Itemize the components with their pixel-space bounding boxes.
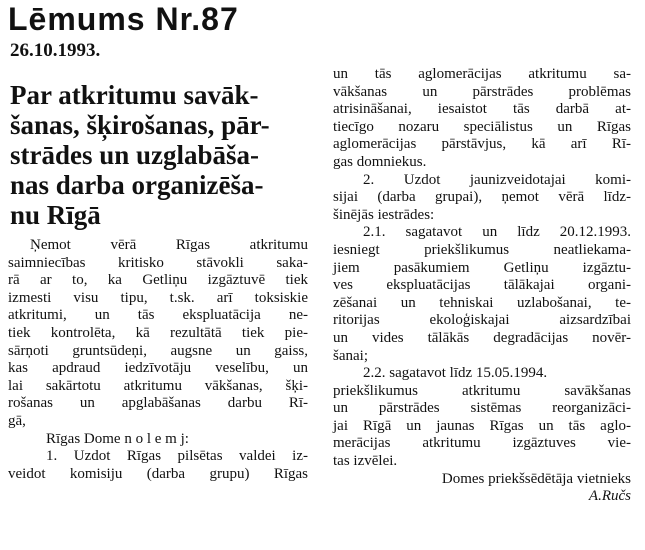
headline-line: strādes un uzglabāša- <box>10 140 260 170</box>
body-line: tas izvēlei. <box>333 453 398 470</box>
body-line: zēšanai un tehniskai uzlabošanai, te- <box>333 294 631 311</box>
headline-line: nas darba organizēša- <box>10 170 264 200</box>
signature-role: Domes priekšsēdētāja vietnieks <box>441 470 631 487</box>
body-line: tiek kontrolēta, kā rezultātā tiek pie- <box>8 324 308 341</box>
right-body-text <box>333 66 631 506</box>
body-line: tiecīgo nozaru speciālistus un Rīgas <box>333 118 631 135</box>
body-line: Ņemot vērā Rīgas atkritumu <box>30 237 308 253</box>
body-line: aglomerācijas pārstāvjus, kā arī Rī- <box>333 136 631 153</box>
body-line: 2.1. sagatavot un līdz 20.12.1993. <box>363 224 631 241</box>
body-line: atkritumi, un tās ekspluatācija ne- <box>8 307 308 324</box>
body-line: gas domniekus. <box>333 153 427 170</box>
body-line: šanai; <box>333 347 368 364</box>
body-line: un pārstrādes sistēmas reorganizāci- <box>333 400 631 417</box>
body-line: iesniegt priekšlikumus neatliekama- <box>333 241 631 258</box>
headline-line: Par atkritumu savāk- <box>10 80 259 110</box>
body-line: vākšanas un pārstrādes problēmas <box>333 83 631 100</box>
body-line: un vides tālākās degradācijas novēr- <box>333 329 631 346</box>
left-body-text <box>8 237 308 483</box>
decision-headline <box>10 80 310 230</box>
body-line: jai Rīgā un jaunas Rīgas un tās aglo- <box>333 417 631 434</box>
body-line: rošanas un apglabāšanas darbu Rī- <box>8 395 308 412</box>
body-line: atrisināšanai, iesaistot tās darbā at- <box>333 101 631 118</box>
signature-name: A.Ručs <box>588 488 631 505</box>
body-line: rā ar to, ka Getliņu izgāztuvē tiek <box>8 272 308 289</box>
headline-line: šanas, šķirošanas, pār- <box>10 110 270 140</box>
document-date: 26.10.1993. <box>10 40 101 61</box>
body-line: izmesti visu tipu, t.sk. arī toksiskie <box>8 289 308 306</box>
body-line: lai sakārtotu atkritumu vākšanas, šķi- <box>8 377 308 394</box>
body-line: šinējās iestrādes: <box>333 206 435 223</box>
body-line: ritorijas ekoloģiskajai aizsardzībai <box>333 312 631 329</box>
body-line: un tās aglomerācijas atkritumu sa- <box>333 66 631 82</box>
body-line: ves ekspluatācijas tālākajai organi- <box>333 277 631 294</box>
body-line: 2.2. sagatavot līdz 15.05.1994. <box>363 365 548 382</box>
body-line: sārņoti gruntsūdeņi, augsne un gaiss, <box>8 342 308 359</box>
body-line: priekšlikumus atkritumu savākšanas <box>333 382 631 399</box>
body-line: merācijas atkritumu izgāztuves vie- <box>333 435 631 452</box>
body-line: jiem pasākumiem Getliņu izgāztu- <box>333 259 631 276</box>
body-line: kas apdraud iedzīvotāju veselību, un <box>8 360 308 377</box>
body-line: 2. Uzdot jaunizveidotajai komi- <box>363 171 631 188</box>
body-line: veidot komisiju (darba grupu) Rīgas <box>8 465 308 482</box>
body-line: sijai (darba grupai), ņemot vērā līdz- <box>333 189 631 206</box>
body-line: gā, <box>8 412 26 429</box>
body-line: 1. Uzdot Rīgas pilsētas valdei iz- <box>46 448 308 465</box>
body-line: saimniecības kritisko stāvokli saka- <box>8 254 308 271</box>
body-line: Rīgas Dome n o l e m j: <box>46 430 189 447</box>
headline-line: nu Rīgā <box>10 200 101 230</box>
document-title: Lēmums Nr.87 <box>8 1 239 37</box>
